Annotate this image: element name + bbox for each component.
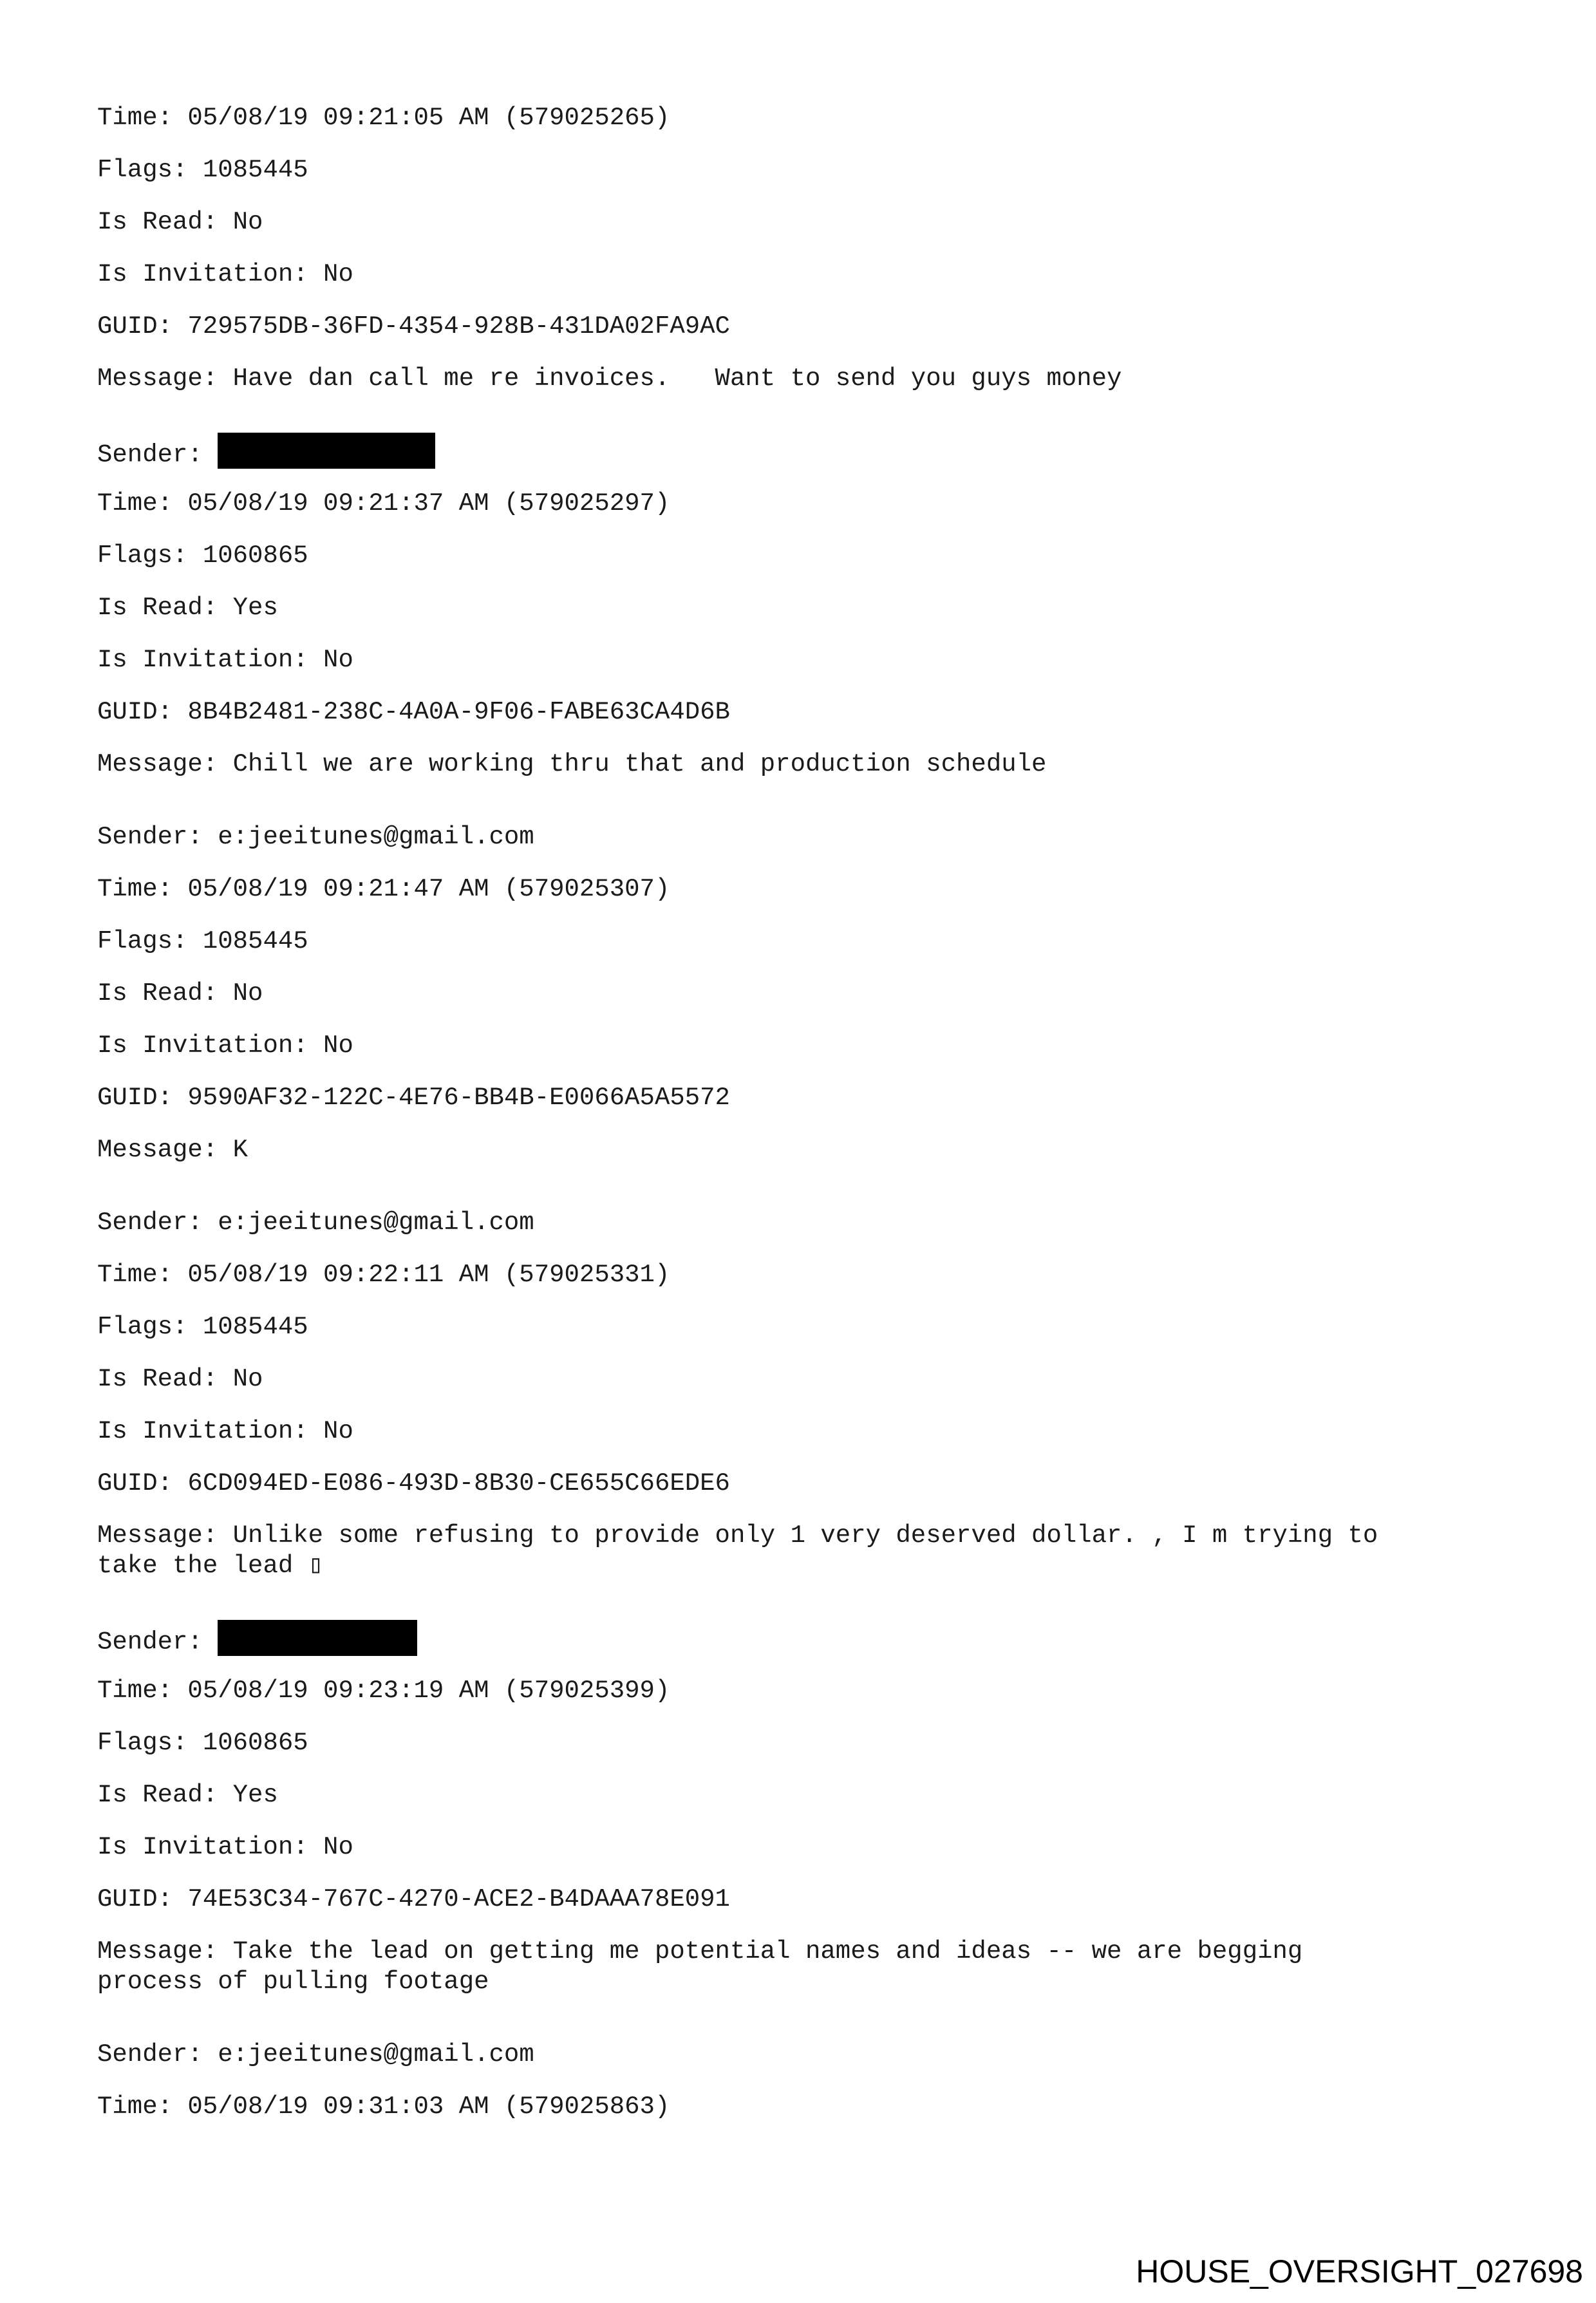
record-separator — [97, 2019, 1514, 2040]
guid-line: GUID: 6CD094ED-E086-493D-8B30-CE655C66EDE6 — [97, 1469, 730, 1498]
time-line: Time: 05/08/19 09:31:03 AM (579025863) — [97, 2092, 670, 2121]
is-invitation-line: Is Invitation: No — [97, 646, 353, 674]
flags-line: Flags: 1060865 — [97, 1729, 308, 1757]
message-line: Message: Chill we are working thru that and production schedule — [97, 750, 1047, 778]
is-read-line: Is Read: No — [97, 208, 263, 236]
guid-line: GUID: 729575DB-36FD-4354-928B-431DA02FA9AC — [97, 312, 730, 341]
is-read-line: Is Read: Yes — [97, 594, 278, 622]
flags-line: Flags: 1085445 — [97, 156, 308, 184]
record-separator — [97, 802, 1514, 822]
sender-line: Sender: e:jeeitunes@gmail.com — [97, 2040, 534, 2069]
message-log — [97, 103, 1514, 2144]
is-invitation-line: Is Invitation: No — [97, 260, 353, 288]
is-invitation-line: Is Invitation: No — [97, 1031, 353, 1060]
is-read-line: Is Read: No — [97, 979, 263, 1008]
redaction-box — [218, 433, 435, 469]
time-line: Time: 05/08/19 09:22:11 AM (579025331) — [97, 1261, 670, 1289]
flags-line: Flags: 1060865 — [97, 541, 308, 570]
is-invitation-line: Is Invitation: No — [97, 1833, 353, 1861]
is-invitation-line: Is Invitation: No — [97, 1417, 353, 1445]
sender-label: Sender: — [97, 1628, 218, 1657]
message-record — [97, 437, 1514, 780]
sender-line: Sender: e:jeeitunes@gmail.com — [97, 823, 534, 851]
flags-line: Flags: 1085445 — [97, 1313, 308, 1341]
is-read-line: Is Read: No — [97, 1365, 263, 1393]
sender-line — [97, 1624, 1514, 1657]
record-separator — [97, 1187, 1514, 1208]
time-line: Time: 05/08/19 09:21:05 AM (579025265) — [97, 104, 670, 132]
guid-line: GUID: 9590AF32-122C-4E76-BB4B-E0066A5A5572 — [97, 1084, 730, 1112]
message-line: Message: Have dan call me re invoices. Want to send you guys money — [97, 364, 1122, 393]
sender-label: Sender: — [97, 440, 218, 469]
time-line: Time: 05/08/19 09:21:37 AM (579025297) — [97, 489, 670, 518]
time-line: Time: 05/08/19 09:23:19 AM (579025399) — [97, 1677, 670, 1705]
redaction-box — [218, 1620, 417, 1656]
guid-line: GUID: 74E53C34-767C-4270-ACE2-B4DAAA78E091 — [97, 1885, 730, 1913]
message-record — [97, 103, 1514, 394]
sender-line: Sender: e:jeeitunes@gmail.com — [97, 1208, 534, 1237]
message-record — [97, 1208, 1514, 1581]
message-line: Message: Unlike some refusing to provide only 1 very deserved dollar. , I m trying to take the lead ▯ — [97, 1521, 1378, 1580]
message-record — [97, 1624, 1514, 1997]
message-record — [97, 2040, 1514, 2122]
message-line: Message: K — [97, 1136, 249, 1164]
message-record — [97, 822, 1514, 1165]
flags-line: Flags: 1085445 — [97, 927, 308, 955]
sender-line — [97, 437, 1514, 467]
is-read-line: Is Read: Yes — [97, 1781, 278, 1809]
bates-number: HOUSE_OVERSIGHT_027698 — [1136, 2253, 1583, 2289]
guid-line: GUID: 8B4B2481-238C-4A0A-9F06-FABE63CA4D6B — [97, 698, 730, 726]
time-line: Time: 05/08/19 09:21:47 AM (579025307) — [97, 875, 670, 903]
message-line: Message: Take the lead on getting me potential names and ideas -- we are begging process of pulling footage — [97, 1937, 1303, 1996]
